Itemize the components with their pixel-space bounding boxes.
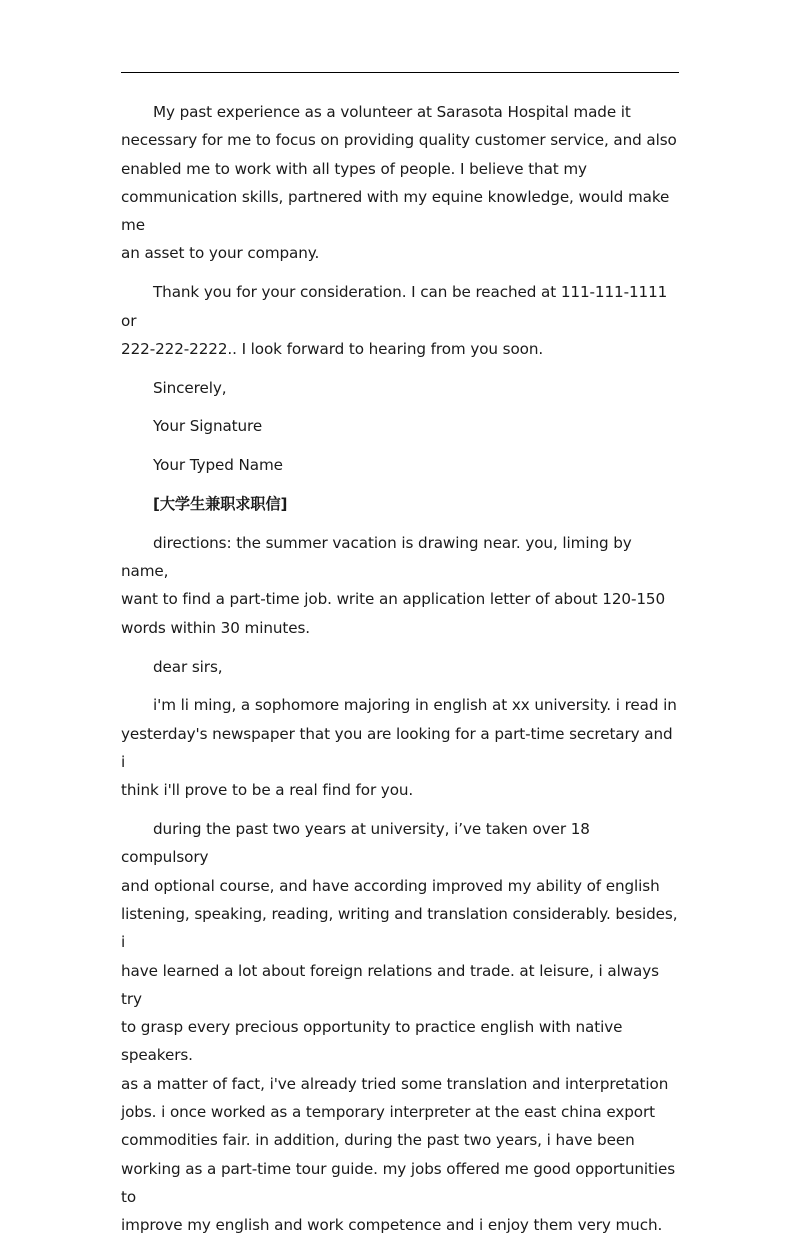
section-heading: [大学生兼职求职信] (153, 495, 288, 514)
signature-line: Your Signature (153, 417, 263, 436)
paragraph-volunteer-experience: My past experience as a volunteer at Sarasota Hospital made it necessary for me to focus on providing quality customer service, and also enabled me to work with all types of people. I believe that my communication skills, partnered with my equine knowledge, would make me an asset to your company. (121, 103, 677, 263)
closing-sincerely: Sincerely, (153, 378, 227, 397)
typed-name-line: Your Typed Name (153, 456, 283, 475)
salutation: dear sirs, (153, 657, 223, 676)
header-rule (121, 72, 679, 73)
paragraph-introduction: i'm li ming, a sophomore majoring in english at xx university. i read in yesterday's newspaper that you are looking for a part-time secretary and i think i'll prove to be a real find for you. (121, 696, 677, 800)
paragraph-directions: directions: the summer vacation is drawing near. you, liming by name, want to find a part-time job. write an application letter of about 120-150 words within 30 minutes. (121, 533, 666, 637)
document-body (121, 98, 681, 1250)
paragraph-experience: during the past two years at university, i’ve taken over 18 compulsory and optional course, and have according improved my ability of english listening, speaking, reading, writing and translation considerably. besides, i have learned a lot about foreign relations and trade. at leisure, i always try to grasp every precious opportunity to practice english with native speakers. as a matter of fact, i've already tried some translation and interpretation jobs. i once worked as a temporary interpreter at the east china export commodities fair. in addition, during the past two years, i have been working as a part-time tour guide. my jobs offered me good opportunities to improve my english and work competence and i enjoy them very much. (121, 820, 678, 1235)
paragraph-contact-thanks: Thank you for your consideration. I can be reached at 111-111-1111 or 222-222-2222.. I look forward to hearing from you soon. (121, 283, 668, 358)
